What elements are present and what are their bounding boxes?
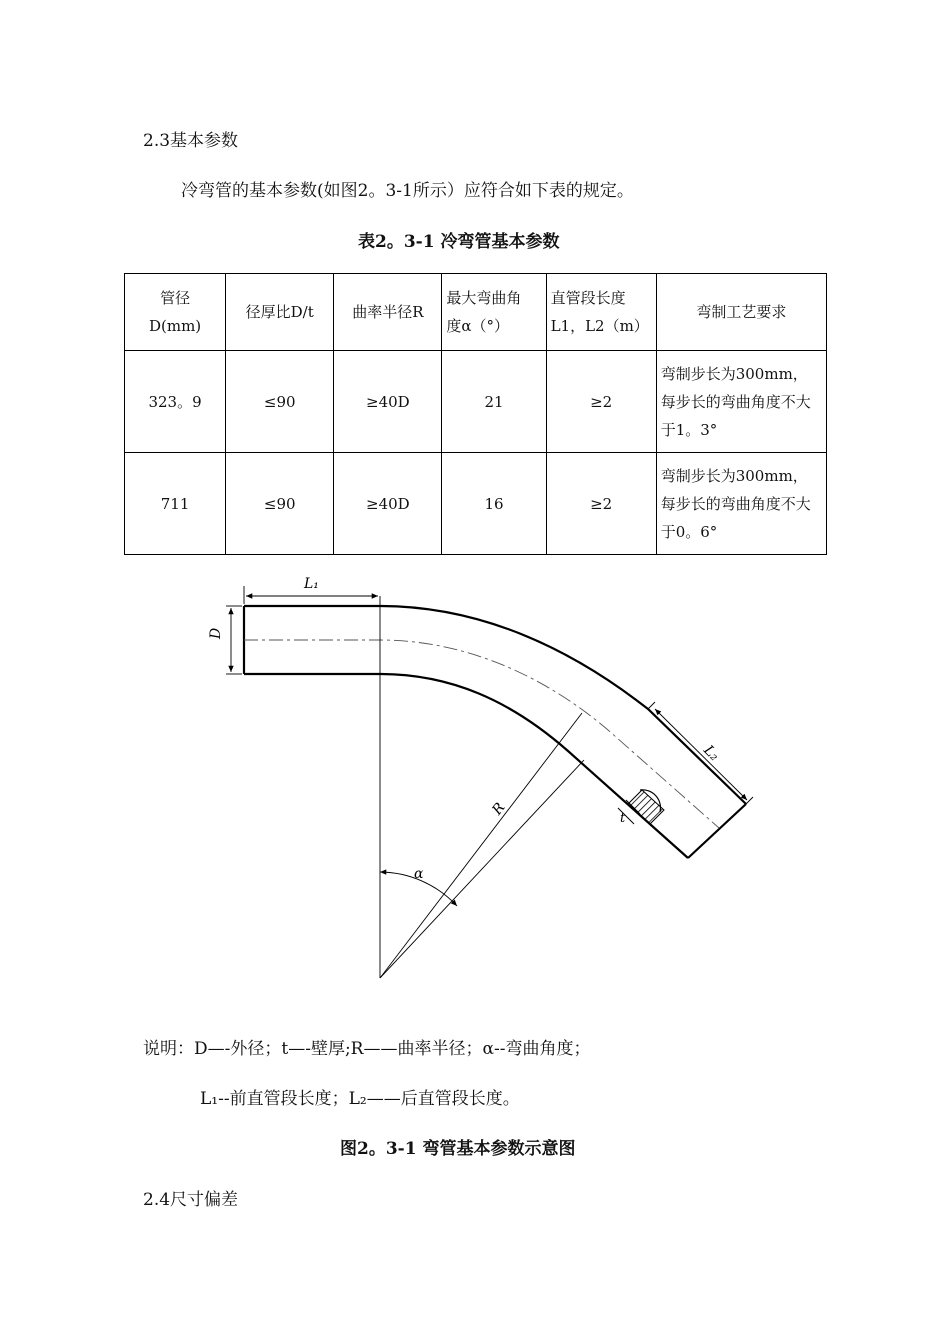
legend-line-1: 说明：D—-外径；t—-壁厚;R——曲率半径；α--弯曲角度； (143, 1039, 591, 1059)
label-d: D (208, 627, 224, 639)
label-l2: L₂ (700, 742, 723, 765)
angle-ray-line (380, 760, 584, 978)
intro-paragraph: 冷弯管的基本参数(如图2。3-1所示）应符合如下表的规定。 (181, 181, 634, 201)
section-heading-2-3: 2.3基本参数 (143, 131, 239, 151)
cell-requirement: 弯制步长为300mm，每步长的弯曲角度不大于0。6° (656, 453, 826, 555)
cell-radius: ≥40D (334, 351, 442, 453)
cell-angle: 21 (442, 351, 546, 453)
table-caption: 表2。3-1 冷弯管基本参数 (358, 232, 560, 252)
label-alpha: α (414, 866, 424, 882)
cell-length: ≥2 (546, 351, 656, 453)
section-heading-2-4: 2.4尺寸偏差 (143, 1190, 239, 1210)
legend-line-2: L₁--前直管段长度；L₂——后直管段长度。 (200, 1089, 520, 1109)
pipe-outer-wall (244, 606, 746, 804)
figure-caption: 图2。3-1 弯管基本参数示意图 (340, 1139, 576, 1159)
label-l1: L₁ (304, 576, 319, 592)
cell-diameter: 711 (125, 453, 226, 555)
header-diameter: 管径 D(mm) (125, 274, 226, 351)
cell-diameter: 323。9 (125, 351, 226, 453)
header-straight-length: 直管段长度 L1，L2（m） (546, 274, 656, 351)
cell-angle: 16 (442, 453, 546, 555)
cell-ratio: ≤90 (226, 351, 334, 453)
cell-length: ≥2 (546, 453, 656, 555)
radius-line (380, 713, 582, 978)
cell-radius: ≥40D (334, 453, 442, 555)
l2-dimension-line (655, 709, 747, 800)
pipe-inner-wall (244, 674, 688, 858)
header-diameter-thickness-ratio: 径厚比D/t (226, 274, 334, 351)
header-process-requirement: 弯制工艺要求 (656, 274, 826, 351)
label-r: R (489, 799, 509, 819)
pipe-right-end (688, 804, 746, 858)
l2-extension-bottom (746, 797, 753, 804)
l2-extension-top (648, 702, 655, 709)
header-bend-radius: 曲率半径R (334, 274, 442, 351)
label-t: t (620, 811, 626, 826)
header-max-bend-angle: 最大弯曲角 度α（°） (442, 274, 546, 351)
cell-requirement: 弯制步长为300mm，每步长的弯曲角度不大于1。3° (656, 351, 826, 453)
cell-ratio: ≤90 (226, 453, 334, 555)
